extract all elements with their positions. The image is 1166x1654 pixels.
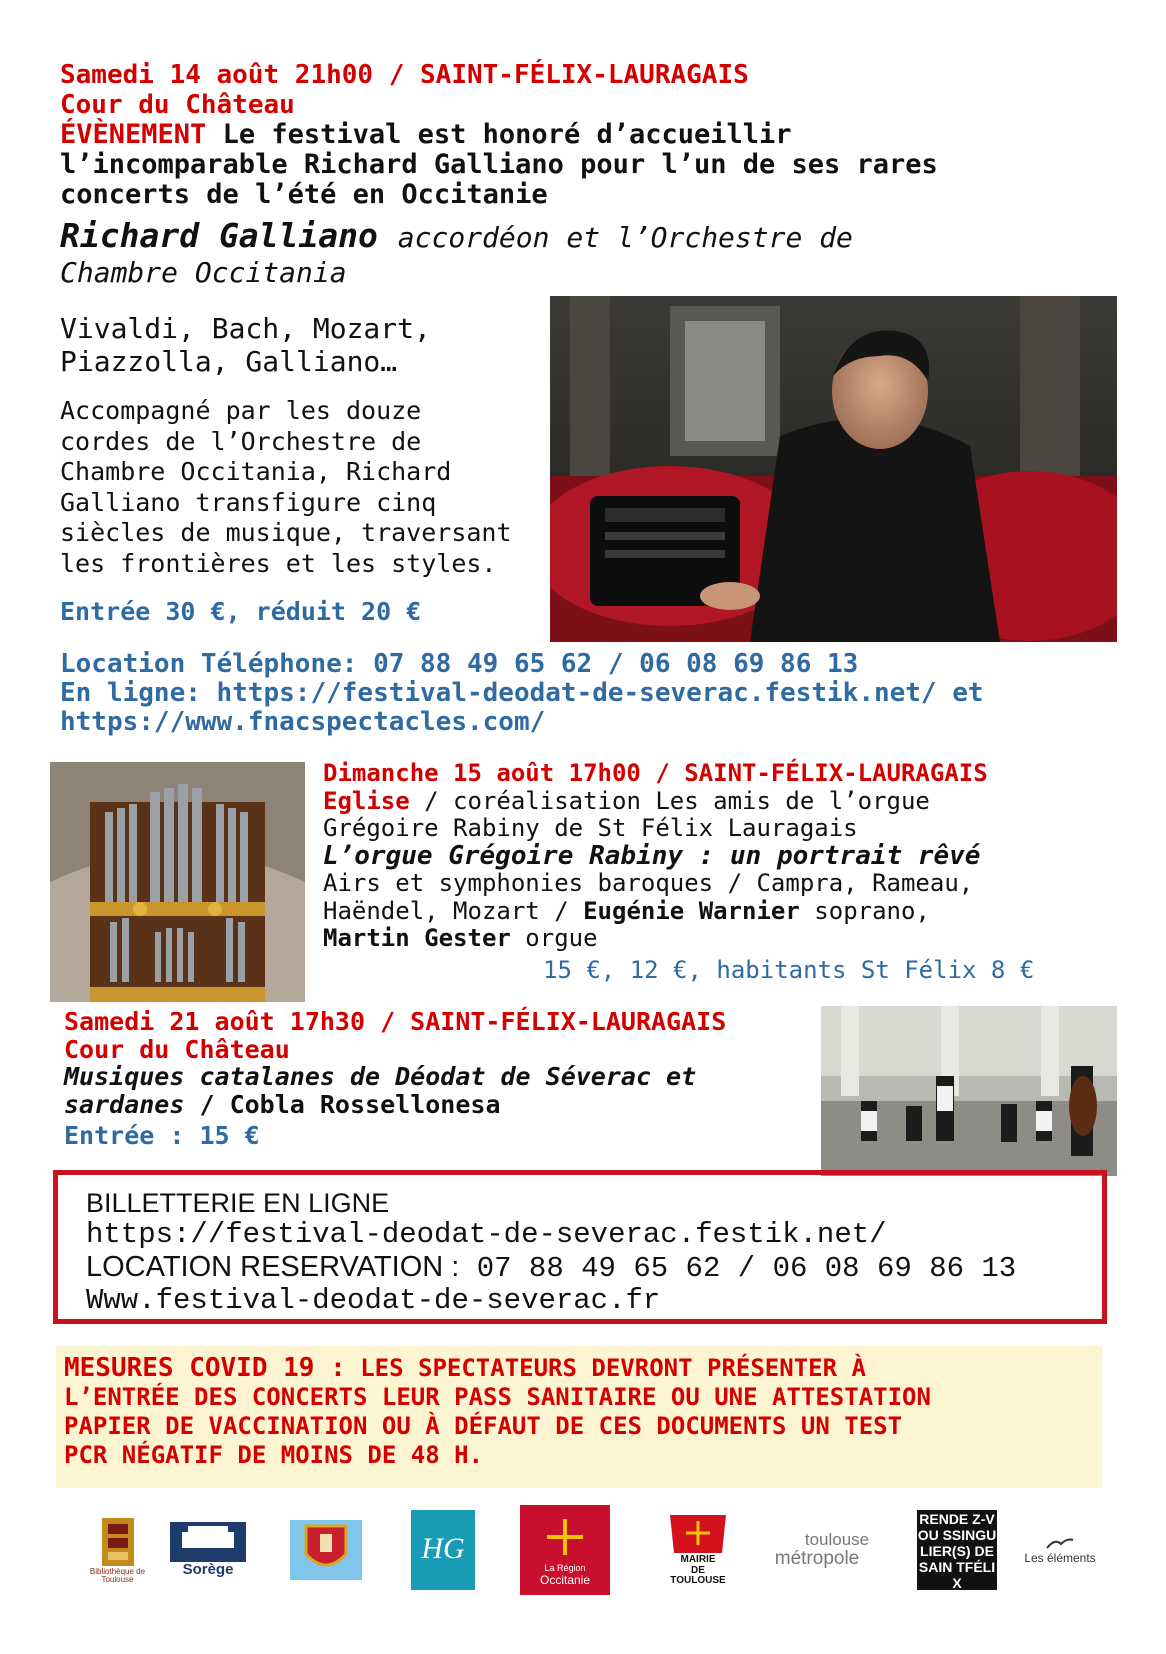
- composers-2: Piazzolla, Galliano…: [60, 345, 398, 378]
- covid-line-4: PCR NÉGATIF DE MOINS DE 48 H.: [64, 1441, 484, 1469]
- venue-rest: / coréalisation Les amis de l’orgue: [409, 786, 930, 815]
- reservation-phones: 07 88 49 65 62 / 06 08 69 86 13: [459, 1252, 1017, 1285]
- region-text-1: La Région: [544, 1563, 586, 1573]
- crest-icon: [290, 1520, 362, 1580]
- billetterie-title: BILLETTERIE EN LIGNE: [86, 1188, 390, 1218]
- metropole-caption-2: métropole: [774, 1547, 860, 1569]
- billetterie-reservation: [86, 1251, 1102, 1285]
- elements-caption: Les éléments: [1024, 1550, 1096, 1565]
- mairie-caption-2: DE: [691, 1564, 705, 1576]
- reservation-label: LOCATION RESERVATION :: [86, 1251, 460, 1283]
- hg-logo: [408, 1500, 478, 1600]
- event-1: [60, 60, 1120, 290]
- sorege-logo: [168, 1500, 248, 1600]
- event-3-title-1: Musiques catalanes de Déodat de Séverac et: [64, 1062, 697, 1091]
- title-2: sardanes: [64, 1089, 185, 1119]
- event-1-description: [60, 120, 1120, 150]
- bird-icon: [1045, 1536, 1075, 1552]
- organ-photo: [50, 762, 305, 1002]
- event-2-line2: Grégoire Rabiny de St Félix Lauragais: [323, 814, 858, 842]
- billetterie-link[interactable]: https://festival-deodat-de-severac.festik.net/: [86, 1218, 887, 1251]
- line6-b: orgue: [510, 924, 598, 952]
- artist-line: [60, 218, 1120, 256]
- region-occitanie-logo: [520, 1500, 610, 1600]
- mairie-caption-3: TOULOUSE: [670, 1575, 726, 1587]
- event-2-price: 15 €, 12 €, habitants St Félix 8 €: [543, 955, 1035, 984]
- event-2-date: Dimanche 15 août 17h00 / SAINT-FÉLIX-LAURAGAIS: [323, 759, 988, 787]
- galliano-photo: [550, 296, 1117, 642]
- bibliotheque-logo: [80, 1500, 155, 1600]
- event-3: [64, 1008, 804, 1150]
- sorege-caption: Sorège: [182, 1561, 234, 1579]
- toulouse-metropole-logo: [752, 1500, 882, 1600]
- event-3-price: Entrée : 15 €: [64, 1121, 260, 1150]
- body-line: Accompagné par les douze: [60, 396, 422, 425]
- location-phone: Location Téléphone: 07 88 49 65 62 / 06 08 69 86 13: [60, 649, 859, 679]
- mairie-toulouse-logo: [658, 1500, 738, 1600]
- sorege-logo-icon: [170, 1522, 246, 1562]
- covid-line-2: L’ENTRÉE DES CONCERTS LEUR PASS SANITAIRE OU UNE ATTESTATION: [64, 1383, 931, 1411]
- hg-logo-icon: [411, 1510, 475, 1590]
- event-2: [323, 760, 1123, 984]
- body-line: Galliano transfigure cinq: [60, 487, 437, 517]
- location-fnac-link[interactable]: https://www.fnacspectacles.com/: [60, 707, 546, 737]
- event-1-date: Samedi 14 août 21h00 / SAINT-FÉLIX-LAURAGAIS: [60, 60, 749, 90]
- event-1-details: [60, 312, 550, 627]
- event-2-venue: Eglise: [323, 786, 410, 815]
- event-1-body: [60, 396, 550, 579]
- covid-notice: [56, 1346, 1102, 1488]
- rendez-vous-logo: [915, 1500, 999, 1600]
- covid-line-1: [64, 1354, 1094, 1383]
- artist-name: Richard Galliano: [60, 216, 378, 255]
- covid-line-3: PAPIER DE VACCINATION OU À DÉFAUT DE CES DOCUMENTS UN TEST: [64, 1412, 903, 1440]
- line5-a: Haëndel, Mozart /: [323, 896, 584, 925]
- covid-lead: MESURES COVID 19 :: [64, 1353, 346, 1383]
- bibliotheque-logo-icon: [100, 1516, 136, 1568]
- covid-text-1: LES SPECTATEURS DEVRONT PRÉSENTER À: [345, 1354, 866, 1382]
- hg-text: HG: [421, 1532, 465, 1565]
- desc-line-1: Le festival est honoré d’accueillir: [222, 119, 792, 150]
- location-info: [60, 650, 1120, 737]
- desc-line-2: l’incomparable Richard Galliano pour l’un de ses rares: [60, 149, 938, 180]
- event-3-venue: Cour du Château: [64, 1034, 290, 1064]
- organist-name: Martin Gester: [323, 924, 511, 952]
- bibliotheque-caption: Bibliothèque de Toulouse: [89, 1566, 146, 1584]
- event-3-title-2: [64, 1091, 804, 1119]
- body-line: Chambre Occitania, Richard: [60, 457, 452, 486]
- event-1-price: Entrée 30 €, réduit 20 €: [60, 597, 422, 626]
- composers-1: Vivaldi, Bach, Mozart,: [60, 312, 431, 345]
- mairie-caption: [670, 1555, 725, 1587]
- event-2-line6: [323, 925, 1123, 953]
- billetterie-website[interactable]: Www.festival-deodat-de-severac.fr: [86, 1284, 661, 1317]
- location-online[interactable]: En ligne: https://festival-deodat-de-severac.festik.net/ et: [60, 678, 984, 708]
- body-line: cordes de l’Orchestre de: [60, 426, 422, 456]
- cobla-photo: [821, 1006, 1117, 1176]
- desc-line-3: concerts de l’été en Occitanie: [60, 179, 548, 210]
- mairie-flag-icon: [668, 1513, 728, 1555]
- mairie-caption-1: MAIRIE: [680, 1554, 716, 1566]
- billetterie-box: [53, 1170, 1107, 1324]
- line5-c: soprano,: [799, 896, 930, 925]
- soprano-name: Eugénie Warnier: [583, 896, 800, 925]
- event-2-venue-line: [323, 788, 1123, 816]
- event-3-date: Samedi 21 août 17h30 / SAINT-FÉLIX-LAURAGAIS: [64, 1007, 727, 1036]
- body-line: les frontières et les styles.: [60, 548, 497, 578]
- event-2-line4: Airs et symphonies baroques / Campra, Rameau,: [323, 869, 974, 897]
- event-2-line5: [323, 898, 1123, 926]
- rendez-vous-text: RENDE Z-VOU SSINGU LIER(S) DE SAIN TFÉLIX: [917, 1511, 997, 1590]
- region-text-2: Occitanie: [539, 1573, 591, 1587]
- event-tag: ÉVÈNEMENT: [60, 119, 207, 150]
- artist-role: accordéon et l’Orchestre de: [397, 221, 853, 254]
- event-1-venue: Cour du Château: [60, 90, 295, 120]
- saint-felix-logo: [286, 1500, 366, 1600]
- region-logo-icon: [520, 1505, 610, 1595]
- metropole-caption-1: toulouse: [804, 1530, 870, 1550]
- les-elements-logo: [1020, 1500, 1100, 1600]
- title-2-rest: / Cobla Rossellonesa: [184, 1089, 501, 1119]
- body-line: siècles de musique, traversant: [60, 518, 512, 547]
- event-2-title: L’orgue Grégoire Rabiny : un portrait rêvé: [323, 840, 981, 871]
- artist-role-2: Chambre Occitania: [60, 256, 347, 289]
